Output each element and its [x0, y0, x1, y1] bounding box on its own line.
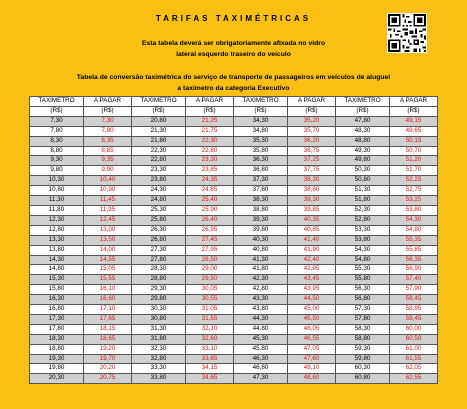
pay-value: 58,45 — [390, 295, 438, 305]
pay-value: 41,40 — [288, 235, 336, 245]
header-row — [30, 97, 438, 107]
pay-value: 21,25 — [186, 116, 234, 126]
meter-value: 21,80 — [132, 136, 186, 146]
meter-value: 9,80 — [30, 166, 84, 176]
meter-value: 8,30 — [30, 136, 84, 146]
pay-value: 50,70 — [390, 146, 438, 156]
meter-value: 36,80 — [234, 166, 288, 176]
meter-value: 9,30 — [30, 156, 84, 166]
meter-value: 25,30 — [132, 205, 186, 215]
pay-value: 17,10 — [84, 305, 132, 315]
col-pay-header: A PAGAR — [288, 97, 336, 107]
meter-value: 41,80 — [234, 265, 288, 275]
pay-value: 16,60 — [84, 295, 132, 305]
unit-cell: (R$) — [390, 106, 438, 116]
fare-table-body — [30, 116, 438, 383]
meter-value: 52,80 — [336, 215, 390, 225]
meter-value: 45,30 — [234, 334, 288, 344]
pay-value: 33,10 — [186, 344, 234, 354]
pay-value: 46,55 — [288, 334, 336, 344]
meter-value: 10,80 — [30, 186, 84, 196]
pay-value: 50,15 — [390, 136, 438, 146]
meter-value: 34,30 — [234, 116, 288, 126]
pay-value: 43,95 — [288, 285, 336, 295]
table-row — [30, 116, 438, 126]
meter-value: 25,80 — [132, 215, 186, 225]
meter-value: 38,30 — [234, 196, 288, 206]
pay-value: 29,00 — [186, 265, 234, 275]
meter-value: 14,80 — [30, 265, 84, 275]
table-row — [30, 374, 438, 384]
table-row — [30, 255, 438, 265]
pay-value: 33,65 — [186, 354, 234, 364]
meter-value: 15,30 — [30, 275, 84, 285]
pay-value: 19,20 — [84, 344, 132, 354]
qr-code-icon — [388, 14, 426, 52]
pay-value: 20,20 — [84, 364, 132, 374]
meter-value: 30,80 — [132, 314, 186, 324]
table-row — [30, 166, 438, 176]
pay-value: 37,25 — [288, 156, 336, 166]
pay-value: 32,60 — [186, 334, 234, 344]
subtitle-line-1: Tabela de conversão taximétrica do serviço de transporte de passageiros em veículos de aluguel — [76, 74, 391, 81]
meter-value: 54,80 — [336, 255, 390, 265]
pay-value: 53,25 — [390, 196, 438, 206]
pay-value: 54,30 — [390, 215, 438, 225]
meter-value: 42,80 — [234, 285, 288, 295]
meter-value: 16,80 — [30, 305, 84, 315]
pay-value: 36,75 — [288, 146, 336, 156]
meter-value: 28,80 — [132, 275, 186, 285]
meter-value: 38,80 — [234, 205, 288, 215]
col-meter-header: TAXIMETRO — [336, 97, 390, 107]
pay-value: 46,05 — [288, 324, 336, 334]
meter-value: 13,30 — [30, 235, 84, 245]
meter-value: 53,80 — [336, 235, 390, 245]
table-row — [30, 215, 438, 225]
meter-value: 58,80 — [336, 334, 390, 344]
meter-value: 20,30 — [30, 374, 84, 384]
pay-value: 34,65 — [186, 374, 234, 384]
pay-value: 41,90 — [288, 245, 336, 255]
table-row — [30, 245, 438, 255]
pay-value: 9,90 — [84, 166, 132, 176]
col-pay-header: A PAGAR — [390, 97, 438, 107]
meter-value: 47,30 — [234, 374, 288, 384]
meter-value: 39,80 — [234, 225, 288, 235]
meter-value: 57,80 — [336, 314, 390, 324]
pay-value: 18,65 — [84, 334, 132, 344]
meter-value: 48,30 — [336, 126, 390, 136]
pay-value: 37,75 — [288, 166, 336, 176]
table-row — [30, 275, 438, 285]
pay-value: 45,00 — [288, 305, 336, 315]
pay-value: 40,85 — [288, 225, 336, 235]
meter-value: 51,30 — [336, 186, 390, 196]
pay-value: 10,90 — [84, 186, 132, 196]
meter-value: 17,30 — [30, 314, 84, 324]
meter-value: 59,80 — [336, 354, 390, 364]
pay-value: 7,80 — [84, 126, 132, 136]
pay-value: 31,55 — [186, 314, 234, 324]
unit-cell: (R$) — [186, 106, 234, 116]
pay-value: 18,15 — [84, 324, 132, 334]
unit-cell: (R$) — [288, 106, 336, 116]
meter-value: 53,30 — [336, 225, 390, 235]
table-row — [30, 334, 438, 344]
meter-value: 24,80 — [132, 196, 186, 206]
meter-value: 18,80 — [30, 344, 84, 354]
meter-value: 22,80 — [132, 156, 186, 166]
pay-value: 60,50 — [390, 334, 438, 344]
meter-value: 29,80 — [132, 295, 186, 305]
pay-value: 38,30 — [288, 176, 336, 186]
meter-value: 28,30 — [132, 265, 186, 275]
pay-value: 11,45 — [84, 196, 132, 206]
table-row — [30, 146, 438, 156]
table-row — [30, 225, 438, 235]
table-row — [30, 176, 438, 186]
pay-value: 8,35 — [84, 136, 132, 146]
meter-value: 20,80 — [132, 116, 186, 126]
meter-value: 21,30 — [132, 126, 186, 136]
pay-value: 9,35 — [84, 156, 132, 166]
meter-value: 43,30 — [234, 295, 288, 305]
meter-value: 54,30 — [336, 245, 390, 255]
table-row — [30, 364, 438, 374]
pay-value: 49,15 — [390, 116, 438, 126]
pay-value: 21,75 — [186, 126, 234, 136]
page-title: TARIFAS TAXIMÉTRICAS — [155, 14, 312, 23]
notice-line-2: lateral esquerdo traseiro do veículo — [176, 51, 291, 58]
pay-value: 36,20 — [288, 136, 336, 146]
pay-value: 29,50 — [186, 275, 234, 285]
meter-value: 11,30 — [30, 196, 84, 206]
pay-value: 14,00 — [84, 245, 132, 255]
meter-value: 12,30 — [30, 215, 84, 225]
pay-value: 10,40 — [84, 176, 132, 186]
pay-value: 40,35 — [288, 215, 336, 225]
meter-value: 48,80 — [336, 136, 390, 146]
unit-cell: (R$) — [84, 106, 132, 116]
pay-value: 51,70 — [390, 166, 438, 176]
pay-value: 47,60 — [288, 354, 336, 364]
pay-value: 17,65 — [84, 314, 132, 324]
pay-value: 30,55 — [186, 295, 234, 305]
meter-value: 34,80 — [234, 126, 288, 136]
meter-value: 59,30 — [336, 344, 390, 354]
pay-value: 58,95 — [390, 305, 438, 315]
meter-value: 23,30 — [132, 166, 186, 176]
meter-value: 14,30 — [30, 255, 84, 265]
pay-value: 27,45 — [186, 235, 234, 245]
meter-value: 39,30 — [234, 215, 288, 225]
pay-value: 60,00 — [390, 324, 438, 334]
pay-value: 23,30 — [186, 156, 234, 166]
pay-value: 57,40 — [390, 275, 438, 285]
meter-value: 32,30 — [132, 344, 186, 354]
pay-value: 39,85 — [288, 205, 336, 215]
pay-value: 56,90 — [390, 265, 438, 275]
meter-value: 23,80 — [132, 176, 186, 186]
meter-value: 12,80 — [30, 225, 84, 235]
pay-value: 24,85 — [186, 186, 234, 196]
meter-value: 43,80 — [234, 305, 288, 315]
pay-value: 55,85 — [390, 245, 438, 255]
meter-value: 15,80 — [30, 285, 84, 295]
subtitle-line-2: a taxímetro da categoria Executivo — [177, 85, 290, 92]
col-pay-header: A PAGAR — [84, 97, 132, 107]
unit-cell: (R$) — [132, 106, 186, 116]
pay-value: 56,35 — [390, 255, 438, 265]
unit-row — [30, 106, 438, 116]
meter-value: 30,30 — [132, 305, 186, 315]
pay-value: 35,20 — [288, 116, 336, 126]
meter-value: 45,80 — [234, 344, 288, 354]
col-pay-header: A PAGAR — [186, 97, 234, 107]
meter-value: 22,30 — [132, 146, 186, 156]
pay-value: 55,35 — [390, 235, 438, 245]
unit-cell: (R$) — [30, 106, 84, 116]
meter-value: 46,80 — [234, 364, 288, 374]
meter-value: 60,80 — [336, 374, 390, 384]
pay-value: 42,40 — [288, 255, 336, 265]
meter-value: 44,80 — [234, 324, 288, 334]
pay-value: 44,50 — [288, 295, 336, 305]
pay-value: 28,50 — [186, 255, 234, 265]
pay-value: 51,20 — [390, 156, 438, 166]
meter-value: 50,80 — [336, 176, 390, 186]
pay-value: 57,90 — [390, 285, 438, 295]
pay-value: 12,45 — [84, 215, 132, 225]
meter-value: 36,30 — [234, 156, 288, 166]
pay-value: 62,55 — [390, 374, 438, 384]
meter-value: 27,30 — [132, 245, 186, 255]
qr-code — [387, 13, 427, 53]
meter-value: 35,80 — [234, 146, 288, 156]
pay-value: 32,10 — [186, 324, 234, 334]
pay-value: 59,45 — [390, 314, 438, 324]
pay-value: 7,30 — [84, 116, 132, 126]
meter-value: 52,30 — [336, 205, 390, 215]
table-row — [30, 156, 438, 166]
meter-value: 7,80 — [30, 126, 84, 136]
pay-value: 20,75 — [84, 374, 132, 384]
pay-value: 38,80 — [288, 186, 336, 196]
table-row — [30, 344, 438, 354]
meter-value: 19,30 — [30, 354, 84, 364]
meter-value: 19,80 — [30, 364, 84, 374]
meter-value: 41,30 — [234, 255, 288, 265]
table-row — [30, 314, 438, 324]
meter-value: 31,80 — [132, 334, 186, 344]
table-row — [30, 186, 438, 196]
meter-value: 46,30 — [234, 354, 288, 364]
pay-value: 14,55 — [84, 255, 132, 265]
pay-value: 61,00 — [390, 344, 438, 354]
meter-value: 56,30 — [336, 285, 390, 295]
notice-line-1: Esta tabela deverá ser obrigatoriamente afixada no vidro — [141, 40, 326, 47]
meter-value: 16,30 — [30, 295, 84, 305]
pay-value: 49,65 — [390, 126, 438, 136]
pay-value: 43,45 — [288, 275, 336, 285]
meter-value: 32,80 — [132, 354, 186, 364]
col-meter-header: TAXIMETRO — [234, 97, 288, 107]
meter-value: 29,30 — [132, 285, 186, 295]
unit-cell: (R$) — [336, 106, 390, 116]
pay-value: 25,90 — [186, 205, 234, 215]
meter-value: 11,80 — [30, 205, 84, 215]
meter-value: 37,30 — [234, 176, 288, 186]
pay-value: 48,60 — [288, 374, 336, 384]
pay-value: 31,05 — [186, 305, 234, 315]
table-row — [30, 136, 438, 146]
meter-value: 55,80 — [336, 275, 390, 285]
table-row — [30, 126, 438, 136]
pay-value: 30,05 — [186, 285, 234, 295]
meter-value: 56,80 — [336, 295, 390, 305]
meter-value: 49,30 — [336, 146, 390, 156]
meter-value: 55,30 — [336, 265, 390, 275]
pay-value: 47,05 — [288, 344, 336, 354]
pay-value: 52,75 — [390, 186, 438, 196]
meter-value: 47,80 — [336, 116, 390, 126]
pay-value: 26,95 — [186, 225, 234, 235]
pay-value: 8,85 — [84, 146, 132, 156]
pay-value: 53,80 — [390, 205, 438, 215]
pay-value: 35,70 — [288, 126, 336, 136]
unit-cell: (R$) — [234, 106, 288, 116]
meter-value: 18,30 — [30, 334, 84, 344]
table-row — [30, 285, 438, 295]
pay-value: 24,35 — [186, 176, 234, 186]
meter-value: 49,80 — [336, 156, 390, 166]
meter-value: 60,30 — [336, 364, 390, 374]
table-row — [30, 305, 438, 315]
meter-value: 17,80 — [30, 324, 84, 334]
pay-value: 22,30 — [186, 136, 234, 146]
meter-value: 44,30 — [234, 314, 288, 324]
table-row — [30, 354, 438, 364]
meter-value: 33,80 — [132, 374, 186, 384]
table-row — [30, 235, 438, 245]
subtitle — [0, 72, 467, 94]
meter-value: 10,30 — [30, 176, 84, 186]
pay-value: 25,40 — [186, 196, 234, 206]
meter-value: 33,30 — [132, 364, 186, 374]
pay-value: 11,95 — [84, 205, 132, 215]
fare-table — [29, 96, 438, 384]
pay-value: 13,50 — [84, 235, 132, 245]
meter-value: 8,80 — [30, 146, 84, 156]
meter-value: 40,80 — [234, 245, 288, 255]
pay-value: 16,10 — [84, 285, 132, 295]
pay-value: 26,40 — [186, 215, 234, 225]
meter-value: 13,80 — [30, 245, 84, 255]
pay-value: 15,55 — [84, 275, 132, 285]
table-row — [30, 265, 438, 275]
pay-value: 62,05 — [390, 364, 438, 374]
pay-value: 45,50 — [288, 314, 336, 324]
pay-value: 34,15 — [186, 364, 234, 374]
pay-value: 39,30 — [288, 196, 336, 206]
meter-value: 26,80 — [132, 235, 186, 245]
meter-value: 57,30 — [336, 305, 390, 315]
table-row — [30, 205, 438, 215]
meter-value: 58,30 — [336, 324, 390, 334]
meter-value: 27,80 — [132, 255, 186, 265]
pay-value: 61,55 — [390, 354, 438, 364]
table-row — [30, 324, 438, 334]
table-row — [30, 196, 438, 206]
meter-value: 51,80 — [336, 196, 390, 206]
pay-value: 15,05 — [84, 265, 132, 275]
meter-value: 24,30 — [132, 186, 186, 196]
pay-value: 48,10 — [288, 364, 336, 374]
meter-value: 31,30 — [132, 324, 186, 334]
meter-value: 26,30 — [132, 225, 186, 235]
pay-value: 19,70 — [84, 354, 132, 364]
meter-value: 50,30 — [336, 166, 390, 176]
meter-value: 37,80 — [234, 186, 288, 196]
pay-value: 27,95 — [186, 245, 234, 255]
meter-value: 35,30 — [234, 136, 288, 146]
meter-value: 7,30 — [30, 116, 84, 126]
meter-value: 40,30 — [234, 235, 288, 245]
pay-value: 54,80 — [390, 225, 438, 235]
pay-value: 52,25 — [390, 176, 438, 186]
table-row — [30, 295, 438, 305]
pay-value: 42,95 — [288, 265, 336, 275]
pay-value: 23,85 — [186, 166, 234, 176]
pay-value: 13,00 — [84, 225, 132, 235]
col-meter-header: TAXIMETRO — [30, 97, 84, 107]
col-meter-header: TAXIMETRO — [132, 97, 186, 107]
pay-value: 22,80 — [186, 146, 234, 156]
meter-value: 42,30 — [234, 275, 288, 285]
